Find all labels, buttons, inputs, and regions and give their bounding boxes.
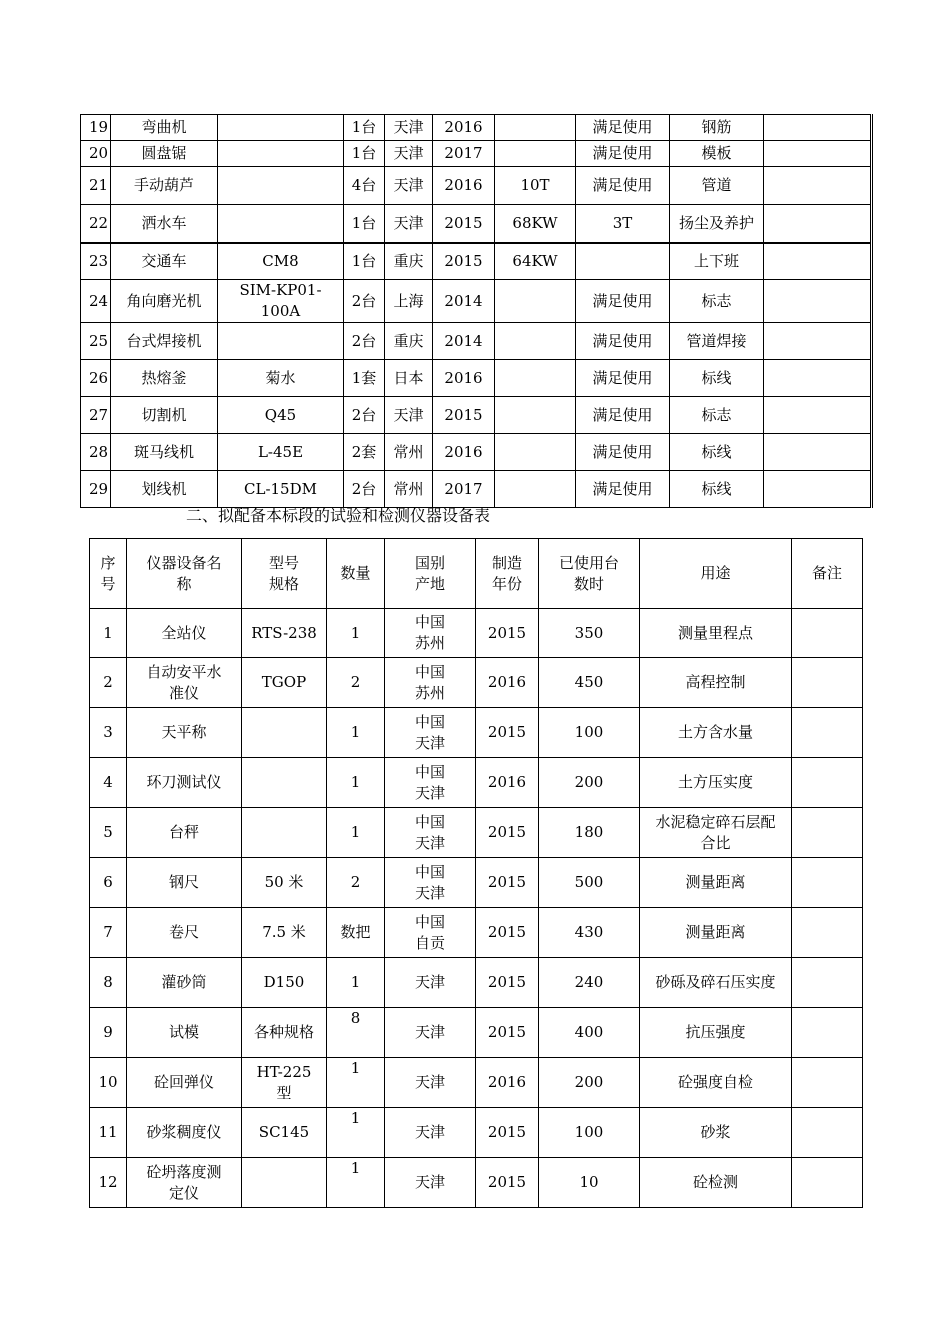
cell-qty: 1 — [327, 808, 385, 858]
cell-use: 标线 — [670, 434, 764, 471]
cell-year: 2016 — [476, 758, 539, 808]
cell-model: CM8 — [218, 243, 344, 280]
cell-year: 2016 — [433, 434, 495, 471]
cell-no: 21 — [81, 167, 111, 205]
table-row — [81, 434, 872, 471]
cell-power — [495, 280, 576, 323]
cell-year: 2016 — [433, 167, 495, 205]
cell-model: D150 — [242, 958, 327, 1008]
cell-model: Q45 — [218, 397, 344, 434]
cell-hours: 200 — [539, 1058, 640, 1108]
cell-origin: 上海 — [385, 280, 433, 323]
table-row — [90, 958, 863, 1008]
cell-note — [792, 1108, 863, 1158]
cell-year: 2015 — [476, 958, 539, 1008]
cell-note — [764, 360, 872, 397]
cell-note — [792, 808, 863, 858]
cell-year: 2015 — [476, 1008, 539, 1058]
cell-name: 卷尺 — [127, 908, 242, 958]
cell-power: 64KW — [495, 243, 576, 280]
header-model: 型号 规格 — [242, 539, 327, 609]
cell-use: 砼检测 — [640, 1158, 792, 1208]
header-hours: 已使用台 数时 — [539, 539, 640, 609]
cell-note — [792, 758, 863, 808]
cell-use: 标线 — [670, 471, 764, 508]
cell-power — [495, 471, 576, 508]
cell-qty: 1 — [327, 1108, 385, 1158]
cell-no: 23 — [81, 243, 111, 280]
cell-capacity: 满足使用 — [576, 280, 670, 323]
cell-use: 水泥稳定碎石层配 合比 — [640, 808, 792, 858]
table-row — [90, 808, 863, 858]
cell-qty: 1台 — [344, 205, 385, 243]
cell-year: 2014 — [433, 323, 495, 360]
cell-name: 台式焊接机 — [111, 323, 218, 360]
cell-name: 划线机 — [111, 471, 218, 508]
cell-name: 试模 — [127, 1008, 242, 1058]
cell-year: 2014 — [433, 280, 495, 323]
cell-no: 25 — [81, 323, 111, 360]
cell-model: SC145 — [242, 1108, 327, 1158]
cell-hours: 500 — [539, 858, 640, 908]
cell-origin: 中国 天津 — [385, 758, 476, 808]
table-row — [81, 280, 872, 323]
cell-name: 天平称 — [127, 708, 242, 758]
cell-origin: 天津 — [385, 397, 433, 434]
cell-name: 斑马线机 — [111, 434, 218, 471]
table-row — [81, 205, 872, 243]
cell-model — [242, 758, 327, 808]
cell-capacity: 满足使用 — [576, 471, 670, 508]
cell-note — [792, 708, 863, 758]
cell-year: 2016 — [433, 360, 495, 397]
cell-name: 台秤 — [127, 808, 242, 858]
cell-year: 2015 — [433, 397, 495, 434]
cell-name: 灌砂筒 — [127, 958, 242, 1008]
cell-note — [792, 858, 863, 908]
cell-use: 测量里程点 — [640, 609, 792, 658]
cell-name: 热熔釜 — [111, 360, 218, 397]
cell-no: 19 — [81, 115, 111, 141]
cell-power — [495, 360, 576, 397]
cell-no: 7 — [90, 908, 127, 958]
cell-year: 2016 — [433, 115, 495, 141]
cell-qty: 8 — [327, 1008, 385, 1058]
cell-qty: 2台 — [344, 471, 385, 508]
cell-note — [764, 205, 872, 243]
cell-note — [764, 280, 872, 323]
cell-no: 8 — [90, 958, 127, 1008]
table-row — [81, 397, 872, 434]
cell-model: 50 米 — [242, 858, 327, 908]
cell-year: 2015 — [433, 205, 495, 243]
cell-note — [764, 115, 872, 141]
cell-note — [764, 243, 872, 280]
cell-model: CL-15DM — [218, 471, 344, 508]
cell-no: 1 — [90, 609, 127, 658]
cell-no: 22 — [81, 205, 111, 243]
cell-use: 测量距离 — [640, 858, 792, 908]
header-qty: 数量 — [327, 539, 385, 609]
table-row — [90, 708, 863, 758]
cell-note — [764, 434, 872, 471]
cell-note — [792, 658, 863, 708]
table-row — [81, 115, 872, 141]
cell-origin: 常州 — [385, 471, 433, 508]
cell-use: 测量距离 — [640, 908, 792, 958]
cell-model — [242, 808, 327, 858]
cell-hours: 100 — [539, 708, 640, 758]
cell-model — [242, 708, 327, 758]
cell-model: SIM-KP01-100A — [218, 280, 344, 323]
cell-name: 手动葫芦 — [111, 167, 218, 205]
cell-power — [495, 115, 576, 141]
table-row — [90, 908, 863, 958]
cell-no: 27 — [81, 397, 111, 434]
cell-use: 标志 — [670, 397, 764, 434]
cell-year: 2016 — [476, 658, 539, 708]
cell-name: 弯曲机 — [111, 115, 218, 141]
cell-note — [764, 167, 872, 205]
header-name: 仪器设备名 称 — [127, 539, 242, 609]
cell-power: 10T — [495, 167, 576, 205]
cell-use: 上下班 — [670, 243, 764, 280]
cell-no: 11 — [90, 1108, 127, 1158]
cell-origin: 重庆 — [385, 323, 433, 360]
cell-hours: 200 — [539, 758, 640, 808]
header-origin: 国别 产地 — [385, 539, 476, 609]
cell-qty: 2 — [327, 858, 385, 908]
cell-origin: 天津 — [385, 1058, 476, 1108]
table-row — [90, 858, 863, 908]
cell-note — [792, 958, 863, 1008]
table-row — [81, 141, 872, 167]
cell-use: 土方压实度 — [640, 758, 792, 808]
cell-qty: 1 — [327, 1058, 385, 1108]
table-row — [90, 658, 863, 708]
cell-no: 5 — [90, 808, 127, 858]
cell-year: 2015 — [476, 1108, 539, 1158]
cell-note — [792, 1058, 863, 1108]
testing-instrument-table — [89, 538, 863, 1208]
cell-note — [792, 908, 863, 958]
cell-origin: 重庆 — [385, 243, 433, 280]
cell-model: 菊水 — [218, 360, 344, 397]
cell-no: 3 — [90, 708, 127, 758]
equipment-table-continued — [80, 114, 873, 508]
cell-note — [792, 1008, 863, 1058]
cell-note — [792, 1158, 863, 1208]
cell-name: 角向磨光机 — [111, 280, 218, 323]
cell-origin: 中国 苏州 — [385, 658, 476, 708]
cell-name: 砼回弹仪 — [127, 1058, 242, 1108]
cell-model: 7.5 米 — [242, 908, 327, 958]
cell-origin: 天津 — [385, 1108, 476, 1158]
section-caption: 二、拟配备本标段的试验和检测仪器设备表 — [186, 506, 491, 525]
cell-hours: 240 — [539, 958, 640, 1008]
cell-year: 2015 — [476, 808, 539, 858]
cell-qty: 2台 — [344, 323, 385, 360]
cell-power: 68KW — [495, 205, 576, 243]
cell-model — [218, 205, 344, 243]
cell-qty: 1台 — [344, 115, 385, 141]
table-row — [81, 167, 872, 205]
cell-qty: 1 — [327, 958, 385, 1008]
table-row — [81, 243, 872, 280]
cell-model: RTS-238 — [242, 609, 327, 658]
cell-qty: 2台 — [344, 397, 385, 434]
cell-origin: 天津 — [385, 141, 433, 167]
cell-name: 砂浆稠度仪 — [127, 1108, 242, 1158]
cell-origin: 中国 天津 — [385, 808, 476, 858]
cell-year: 2017 — [433, 471, 495, 508]
cell-name: 砼坍落度测 定仪 — [127, 1158, 242, 1208]
cell-no: 9 — [90, 1008, 127, 1058]
cell-capacity: 满足使用 — [576, 141, 670, 167]
cell-use: 钢筋 — [670, 115, 764, 141]
cell-hours: 180 — [539, 808, 640, 858]
cell-model: L-45E — [218, 434, 344, 471]
cell-no: 12 — [90, 1158, 127, 1208]
cell-origin: 日本 — [385, 360, 433, 397]
cell-year: 2015 — [433, 243, 495, 280]
cell-no: 20 — [81, 141, 111, 167]
cell-use: 模板 — [670, 141, 764, 167]
table-row — [90, 758, 863, 808]
cell-qty: 1 — [327, 708, 385, 758]
table-row — [90, 609, 863, 658]
table-row — [81, 360, 872, 397]
cell-note — [764, 323, 872, 360]
cell-no: 6 — [90, 858, 127, 908]
table-row — [81, 471, 872, 508]
equipment-table-body — [81, 115, 872, 508]
table-header-row — [90, 539, 863, 609]
cell-use: 标志 — [670, 280, 764, 323]
cell-model: TGOP — [242, 658, 327, 708]
cell-hours: 350 — [539, 609, 640, 658]
cell-note — [764, 141, 872, 167]
cell-qty: 2套 — [344, 434, 385, 471]
cell-power — [495, 323, 576, 360]
cell-year: 2015 — [476, 609, 539, 658]
cell-capacity: 3T — [576, 205, 670, 243]
cell-year: 2015 — [476, 908, 539, 958]
cell-use: 管道 — [670, 167, 764, 205]
cell-use: 土方含水量 — [640, 708, 792, 758]
cell-origin: 常州 — [385, 434, 433, 471]
cell-year: 2015 — [476, 858, 539, 908]
cell-no: 29 — [81, 471, 111, 508]
table-row — [90, 1108, 863, 1158]
cell-no: 2 — [90, 658, 127, 708]
cell-use: 标线 — [670, 360, 764, 397]
cell-note — [764, 471, 872, 508]
cell-capacity: 满足使用 — [576, 360, 670, 397]
table-row — [90, 1058, 863, 1108]
cell-origin: 天津 — [385, 167, 433, 205]
cell-qty: 1台 — [344, 243, 385, 280]
table-row — [90, 1008, 863, 1058]
cell-qty: 4台 — [344, 167, 385, 205]
header-no: 序 号 — [90, 539, 127, 609]
cell-origin: 中国 天津 — [385, 708, 476, 758]
cell-use: 扬尘及养护 — [670, 205, 764, 243]
cell-note — [792, 609, 863, 658]
cell-model: 各种规格 — [242, 1008, 327, 1058]
cell-power — [495, 397, 576, 434]
cell-origin: 天津 — [385, 958, 476, 1008]
cell-qty: 2台 — [344, 280, 385, 323]
cell-use: 砂砾及碎石压实度 — [640, 958, 792, 1008]
cell-power — [495, 434, 576, 471]
cell-use: 砼强度自检 — [640, 1058, 792, 1108]
cell-year: 2017 — [433, 141, 495, 167]
cell-qty: 1 — [327, 609, 385, 658]
header-year: 制造 年份 — [476, 539, 539, 609]
cell-capacity: 满足使用 — [576, 115, 670, 141]
cell-capacity: 满足使用 — [576, 167, 670, 205]
cell-use: 管道焊接 — [670, 323, 764, 360]
cell-qty: 1套 — [344, 360, 385, 397]
cell-no: 28 — [81, 434, 111, 471]
cell-model — [242, 1158, 327, 1208]
cell-qty: 2 — [327, 658, 385, 708]
cell-name: 钢尺 — [127, 858, 242, 908]
cell-hours: 430 — [539, 908, 640, 958]
cell-year: 2015 — [476, 708, 539, 758]
cell-origin: 天津 — [385, 115, 433, 141]
instrument-table-body — [90, 609, 863, 1208]
header-note: 备注 — [792, 539, 863, 609]
cell-hours: 450 — [539, 658, 640, 708]
cell-name: 交通车 — [111, 243, 218, 280]
cell-hours: 100 — [539, 1108, 640, 1158]
cell-origin: 中国 天津 — [385, 858, 476, 908]
cell-year: 2016 — [476, 1058, 539, 1108]
cell-model — [218, 323, 344, 360]
table-row — [81, 323, 872, 360]
table-row — [90, 1158, 863, 1208]
cell-origin: 中国 自贡 — [385, 908, 476, 958]
cell-model — [218, 167, 344, 205]
cell-origin: 中国 苏州 — [385, 609, 476, 658]
cell-use: 抗压强度 — [640, 1008, 792, 1058]
cell-year: 2015 — [476, 1158, 539, 1208]
cell-no: 24 — [81, 280, 111, 323]
cell-qty: 数把 — [327, 908, 385, 958]
cell-no: 10 — [90, 1058, 127, 1108]
cell-model — [218, 141, 344, 167]
cell-name: 环刀测试仪 — [127, 758, 242, 808]
cell-name: 切割机 — [111, 397, 218, 434]
cell-qty: 1 — [327, 1158, 385, 1208]
cell-note — [764, 397, 872, 434]
cell-capacity — [576, 243, 670, 280]
cell-name: 全站仪 — [127, 609, 242, 658]
cell-no: 26 — [81, 360, 111, 397]
cell-no: 4 — [90, 758, 127, 808]
header-use: 用途 — [640, 539, 792, 609]
cell-origin: 天津 — [385, 1158, 476, 1208]
cell-name: 洒水车 — [111, 205, 218, 243]
cell-use: 砂浆 — [640, 1108, 792, 1158]
cell-capacity: 满足使用 — [576, 323, 670, 360]
cell-qty: 1台 — [344, 141, 385, 167]
cell-hours: 400 — [539, 1008, 640, 1058]
cell-name: 圆盘锯 — [111, 141, 218, 167]
cell-use: 高程控制 — [640, 658, 792, 708]
cell-model: HT-225 型 — [242, 1058, 327, 1108]
cell-origin: 天津 — [385, 1008, 476, 1058]
cell-qty: 1 — [327, 758, 385, 808]
cell-name: 自动安平水 准仪 — [127, 658, 242, 708]
cell-capacity: 满足使用 — [576, 434, 670, 471]
cell-capacity: 满足使用 — [576, 397, 670, 434]
cell-hours: 10 — [539, 1158, 640, 1208]
cell-model — [218, 115, 344, 141]
cell-power — [495, 141, 576, 167]
cell-origin: 天津 — [385, 205, 433, 243]
